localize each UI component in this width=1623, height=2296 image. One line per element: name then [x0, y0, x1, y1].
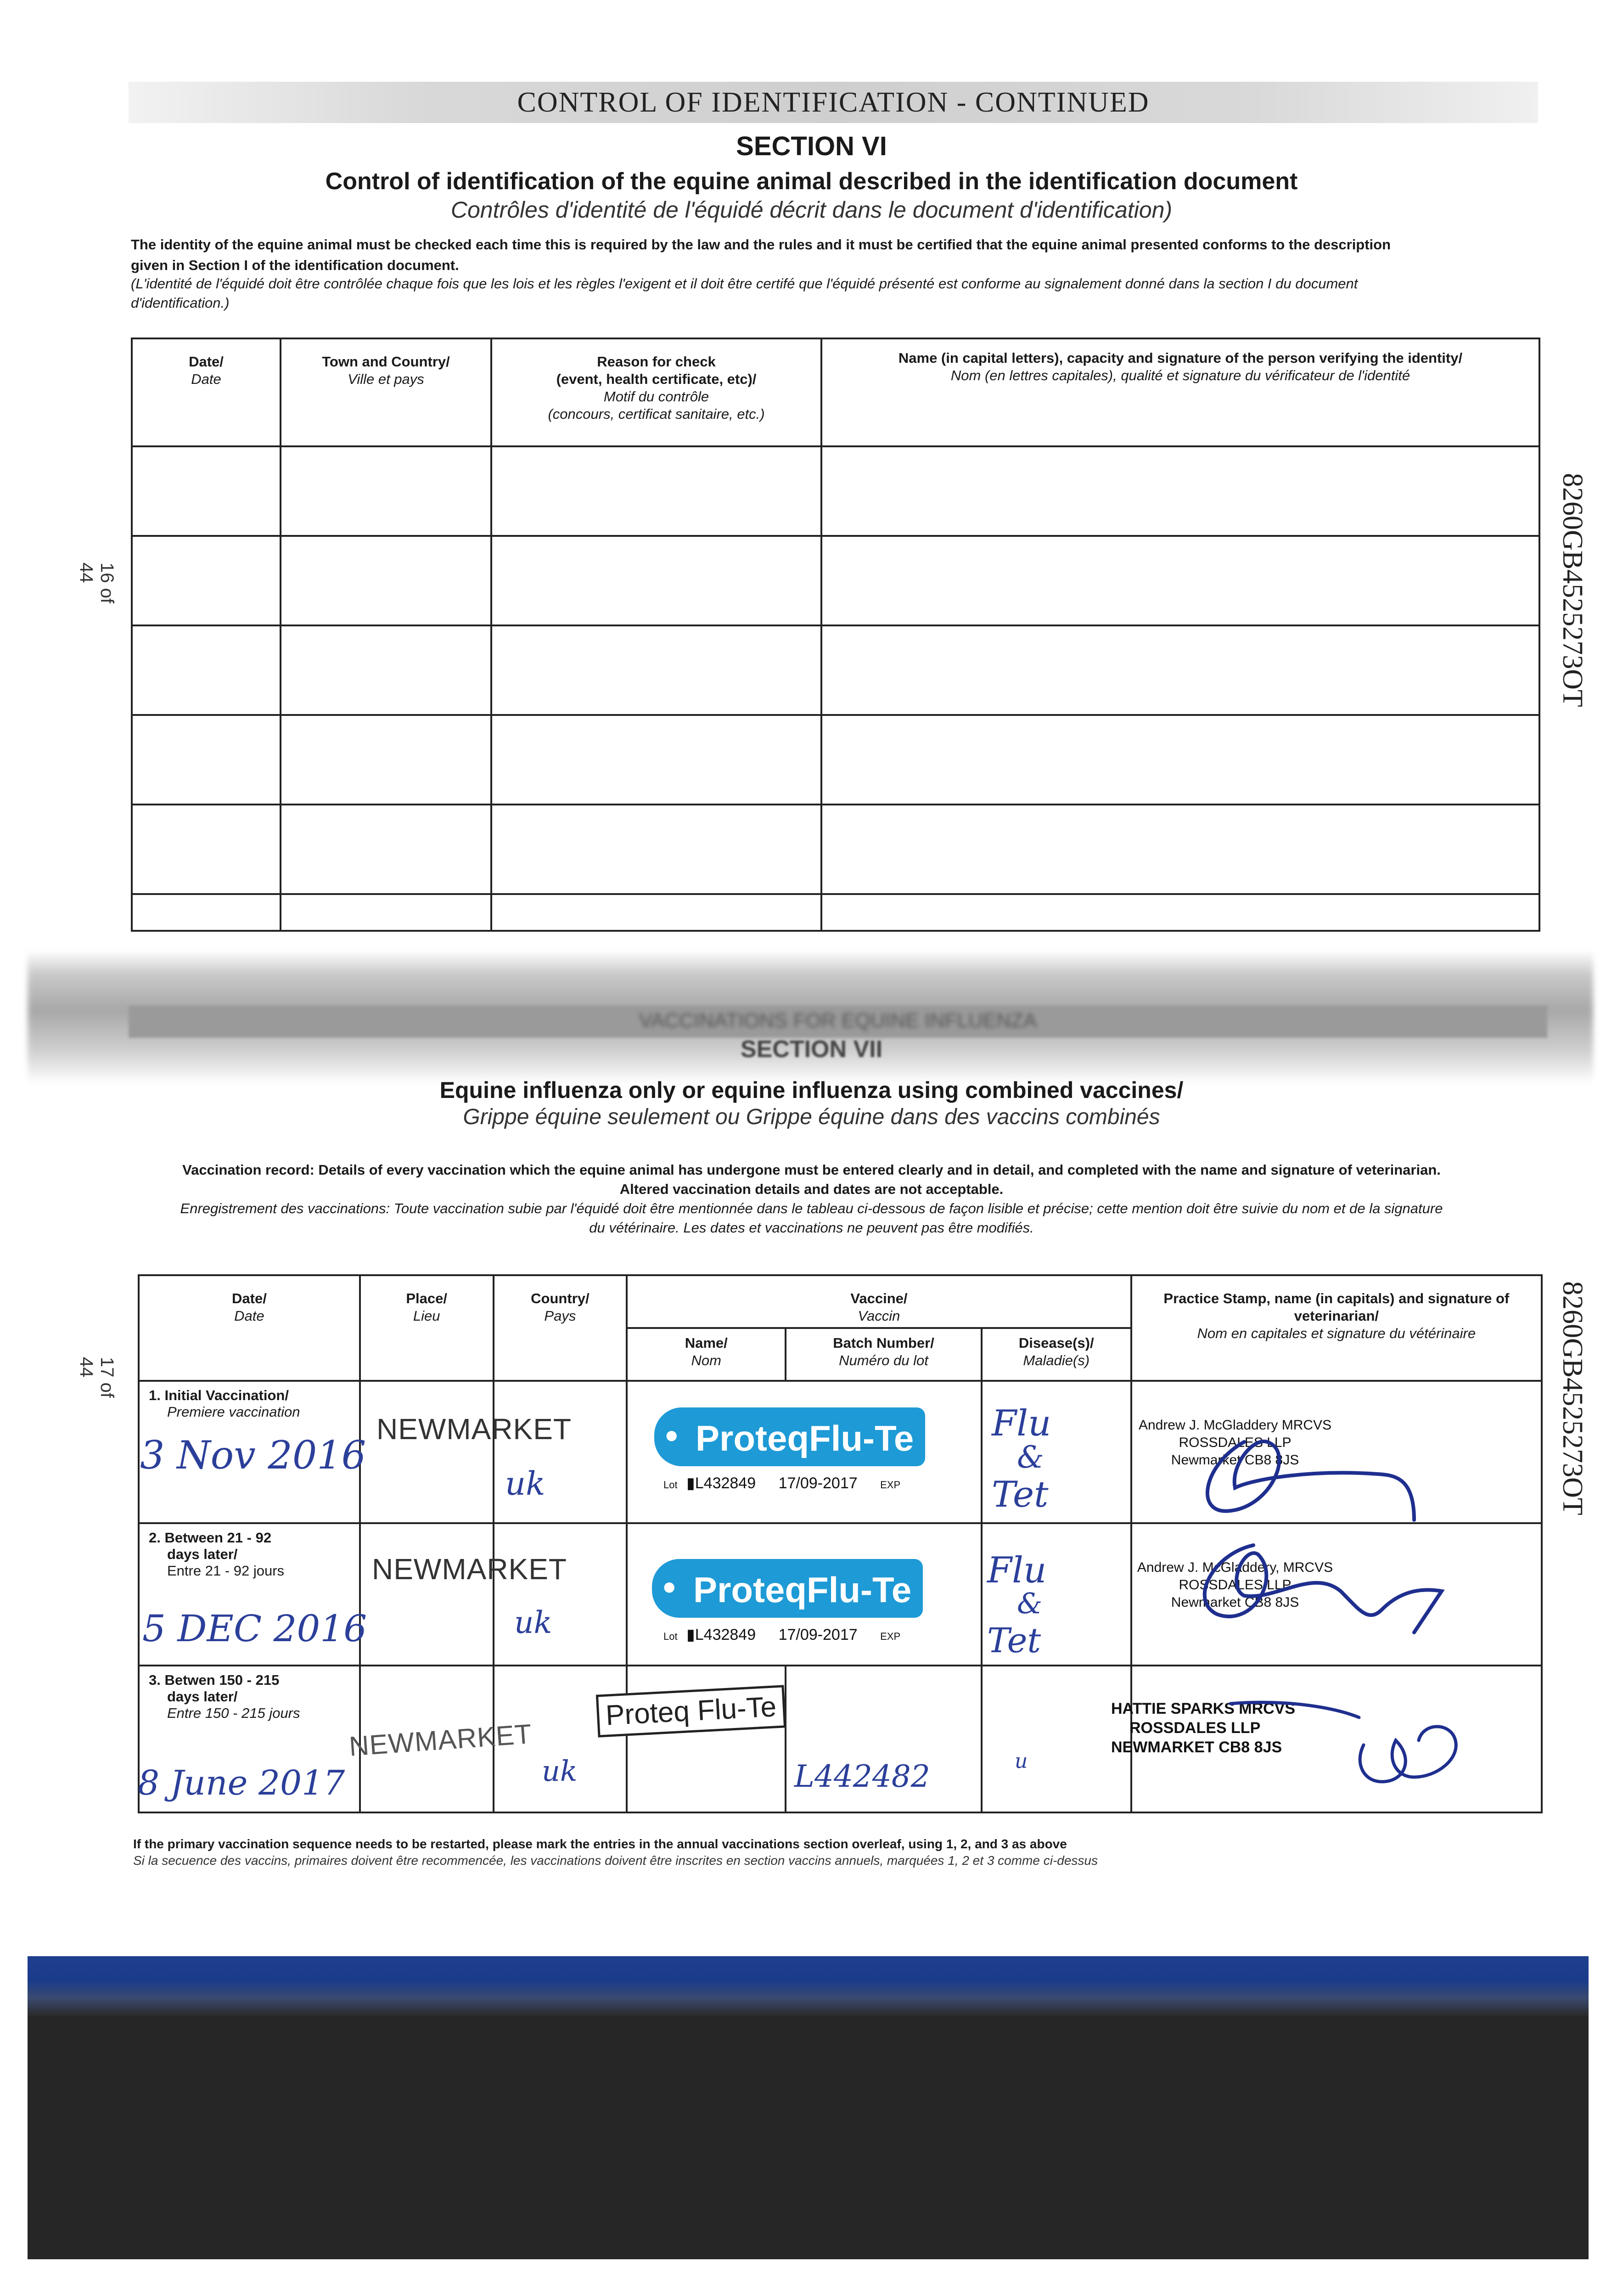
col-date-fr: Date: [191, 371, 221, 387]
section7-heading: SECTION VII: [740, 1036, 883, 1063]
vacc-col-batch-header: [786, 1328, 982, 1381]
row1-vaccine-brand: ProteqFlu-Te: [696, 1418, 914, 1458]
vacc-col-vaccine-fr: Vaccin: [858, 1308, 900, 1324]
vacc-col-name-header: [627, 1328, 786, 1381]
table-cell[interactable]: [281, 715, 491, 805]
row1-disease-1: Flu: [992, 1403, 1051, 1444]
section7-record-en-1: Vaccination record: Details of every vaccination which the equine animal has undergone must be entered clearly and in detail, and completed with the name and signature of veterinarian.: [182, 1162, 1441, 1178]
col-date-en: Date/: [189, 354, 224, 370]
vacc-col-batch-en: Batch Number/: [833, 1335, 934, 1351]
page-number-left-2: 17 of 44: [76, 1357, 117, 1398]
table-cell[interactable]: [491, 894, 821, 931]
row2-vet-line2: ROSSDALES LLP: [1179, 1577, 1292, 1593]
vacc-col-vaccine-header: [627, 1275, 1131, 1328]
table-cell[interactable]: [132, 715, 281, 805]
vacc-col-country-fr: Pays: [544, 1308, 576, 1324]
row3-place-stamp: NEWMARKET: [348, 1718, 533, 1762]
identity-check-header-row: [132, 338, 1539, 446]
table-cell[interactable]: [132, 625, 281, 715]
table-cell[interactable]: [281, 446, 491, 536]
row2-place-stamp: NEWMARKET: [372, 1553, 567, 1586]
table-cell[interactable]: [132, 894, 281, 931]
table-cell[interactable]: [281, 625, 491, 715]
section7-record-en-2: Altered vaccination details and dates are not acceptable.: [619, 1181, 1004, 1197]
vacc-col-country-en: Country/: [531, 1290, 590, 1306]
vacc-col-vaccine-en: Vaccine/: [850, 1290, 908, 1306]
table-cell[interactable]: [491, 715, 821, 805]
section6-title-en: Control of identification of the equine animal described in the identification document: [325, 168, 1298, 195]
vacc-col-practice-header: [1131, 1275, 1542, 1381]
document-id-right-2: 8260GB4525273OT: [1557, 1281, 1588, 1515]
vacc-col-name-fr: Nom: [691, 1352, 721, 1368]
row2-country-cell[interactable]: [494, 1523, 627, 1666]
table-row: [132, 805, 1539, 894]
table-cell[interactable]: [491, 536, 821, 625]
section6-intro-fr-1: (L'identité de l'équidé doit être contrôlée chaque fois que les lois et les règles l'exigent et il doit être certifé que l'équidé présenté est conforme au signalement donné dans la section I du document: [131, 276, 1358, 292]
banner-title: CONTROL OF IDENTIFICATION - CONTINUED: [517, 87, 1150, 118]
row3-date-handwritten: 8 June 2017: [138, 1763, 345, 1803]
col-verifier-en: Name (in capital letters), capacity and signature of the person verifying the identity/: [898, 350, 1463, 366]
table-row: [132, 625, 1539, 715]
vacc-col-disease-fr: Maladie(s): [1023, 1352, 1090, 1368]
row1-vet-line2: ROSSDALES LLP: [1179, 1435, 1292, 1450]
table-cell[interactable]: [491, 446, 821, 536]
vacc-col-disease-header: [982, 1328, 1131, 1381]
vaccine-drop-icon: ●: [662, 1573, 677, 1600]
row1-signature: [1175, 1424, 1432, 1534]
vacc-col-date-en: Date/: [232, 1290, 267, 1306]
table-cell[interactable]: [821, 536, 1539, 625]
row1-exp-label: EXP: [880, 1479, 901, 1491]
table-cell[interactable]: [821, 894, 1539, 931]
row3-disease-cell[interactable]: [982, 1666, 1131, 1812]
row3-batch-handwritten: L442482: [794, 1759, 930, 1794]
table-cell[interactable]: [821, 446, 1539, 536]
vacc-col-practice-en2: veterinarian/: [1294, 1308, 1379, 1324]
row3-disease-handwritten: u: [1015, 1750, 1028, 1773]
row3-signature: [1221, 1690, 1478, 1800]
vaccination-banner-text: VACCINATIONS FOR EQUINE INFLUENZA: [639, 1009, 1037, 1032]
col-reason-en1: Reason for check: [597, 354, 716, 370]
table-cell[interactable]: [281, 894, 491, 931]
row1-disease-2: &: [1017, 1440, 1044, 1475]
page-number-left-1: 16 of 44: [76, 563, 117, 603]
vacc-col-date-fr: Date: [234, 1308, 264, 1324]
row2-vaccine-label: [652, 1559, 923, 1618]
row3-vaccine-stamp: Proteq Flu-Te: [596, 1685, 786, 1737]
section6-intro-fr-2: d'identification.): [131, 295, 230, 311]
row2-lot-number: L432849: [695, 1626, 756, 1643]
vacc-col-date-header: [139, 1275, 360, 1381]
vacc-col-practice-en1: Practice Stamp, name (in capitals) and signature of: [1163, 1290, 1510, 1306]
scan-edge-blue-band: [28, 1956, 1589, 2016]
document-id-right-1: 8260GB4525273OT: [1557, 473, 1588, 707]
row1-vaccine-label: [654, 1407, 925, 1466]
table-cell[interactable]: [132, 805, 281, 894]
col-reason-en2: (event, health certificate, etc)/: [556, 371, 757, 387]
section7-title-en: Equine influenza only or equine influenza using combined vaccines/: [439, 1077, 1184, 1103]
section7-record-fr-2: du vétérinaire. Les dates et vaccinations ne peuvent pas être modifiés.: [589, 1220, 1034, 1236]
row1-date-handwritten: 3 Nov 2016: [140, 1433, 366, 1478]
table-row: [132, 715, 1539, 805]
row3-vet-line3: NEWMARKET CB8 8JS: [1111, 1739, 1282, 1756]
row1-lot-prefix: Lot: [663, 1479, 678, 1491]
table-cell[interactable]: [821, 625, 1539, 715]
row1-place-stamp: NEWMARKET: [376, 1412, 572, 1446]
col-reason-fr1: Motif du contrôle: [603, 388, 709, 405]
scan-edge-dark-band: [28, 2016, 1589, 2259]
row1-place-cell[interactable]: [360, 1381, 494, 1523]
row1-label-fr: Premiere vaccination: [167, 1404, 300, 1420]
row2-label-en: 2. Between 21 - 92: [149, 1530, 272, 1546]
table-cell[interactable]: [491, 805, 821, 894]
row1-disease-3: Tet: [992, 1474, 1049, 1515]
vacc-col-practice-fr: Nom en capitales et signature du vétérinaire: [1197, 1325, 1476, 1341]
section6-heading: SECTION VI: [736, 131, 887, 161]
row1-lot-number: L432849: [695, 1474, 756, 1492]
section6-intro-en-2: given in Section I of the identification document.: [131, 257, 459, 273]
vacc-col-place-fr: Lieu: [413, 1308, 440, 1324]
row1-country-handwritten: uk: [505, 1465, 545, 1503]
col-town-header: [281, 338, 491, 446]
row2-lot-date: 17/09-2017: [778, 1626, 858, 1643]
table-cell[interactable]: [281, 805, 491, 894]
footnote-fr: Si la secuence des vaccins, primaires doivent être recommencée, les vaccinations doivent être inscrites en section vaccins annuels, marquées 1, 2 et 3 comme ci-dessus: [133, 1853, 1098, 1868]
table-cell[interactable]: [132, 446, 281, 536]
row3-label-fr: Entre 150 - 215 jours: [167, 1705, 300, 1721]
vacc-col-place-header: [360, 1275, 494, 1381]
vacc-col-place-en: Place/: [406, 1290, 447, 1306]
row2-disease-3: Tet: [987, 1621, 1041, 1660]
vacc-col-disease-en: Disease(s)/: [1018, 1335, 1094, 1351]
row2-lot-line: Lot ▮L432849 17/09-2017 EXP: [663, 1626, 901, 1643]
row2-place-cell[interactable]: [360, 1523, 494, 1666]
col-town-en: Town and Country/: [322, 354, 450, 370]
vaccination-banner: [129, 1006, 1547, 1038]
row1-lot-line: Lot ▮L432849 17/09-2017 EXP: [663, 1474, 901, 1492]
row3-country-handwritten: uk: [542, 1754, 578, 1788]
table-cell[interactable]: [821, 805, 1539, 894]
row2-vaccine-brand: ProteqFlu-Te: [693, 1570, 912, 1610]
identity-check-table: [131, 338, 1540, 932]
row2-country-handwritten: uk: [514, 1605, 552, 1640]
row1-lot-date: 17/09-2017: [778, 1474, 858, 1492]
table-row: [132, 446, 1539, 536]
col-date-header: [132, 338, 281, 446]
col-verifier-header: [821, 338, 1539, 446]
row2-lot-prefix: Lot: [663, 1631, 678, 1642]
footnote-en: If the primary vaccination sequence needs to be restarted, please mark the entries in the annual vaccinations section overleaf, using 1, 2, and 3 as above: [133, 1837, 1067, 1851]
vacc-col-batch-fr: Numéro du lot: [839, 1352, 928, 1368]
row1-vet-line3: Newmarket CB8 8JS: [1171, 1452, 1299, 1468]
col-verifier-fr: Nom (en lettres capitales), qualité et signature du vérificateur de l'identité: [950, 367, 1410, 383]
row1-vet-line1: Andrew J. McGladdery MRCVS: [1138, 1418, 1332, 1433]
section7-record-fr-1: Enregistrement des vaccinations: Toute vaccination subie par l'équidé doit être mentionnée dans le tableau ci-dessous de façon lisible et précise; cette mention doit être suivie du nom et de la signature: [180, 1200, 1443, 1216]
row1-label-en: 1. Initial Vaccination/: [149, 1387, 289, 1403]
row2-disease-1: Flu: [987, 1550, 1047, 1591]
section6-title-fr: Contrôles d'identité de l'équidé décrit dans le document d'identification): [450, 197, 1173, 223]
table-row: [132, 536, 1539, 625]
table-row: [132, 894, 1539, 931]
row3-vet-line2: ROSSDALES LLP: [1129, 1719, 1261, 1737]
section-banner: [129, 82, 1538, 123]
row3-vet-line1: HATTIE SPARKS MRCVS: [1111, 1700, 1296, 1717]
row3-label-en: 3. Betwen 150 - 215: [149, 1672, 280, 1688]
row2-disease-2: &: [1017, 1587, 1043, 1620]
row3-label-en2: days later/: [167, 1688, 238, 1705]
vacc-col-country-header: [494, 1275, 627, 1381]
row2-label-fr: Entre 21 - 92 jours: [167, 1563, 285, 1579]
col-town-fr: Ville et pays: [348, 371, 424, 387]
table-cell[interactable]: [132, 536, 281, 625]
row2-exp-label: EXP: [880, 1631, 901, 1642]
section6-intro-en-1: The identity of the equine animal must be checked each time this is required by the law and the rules and it must be certified that the equine animal presented conforms to the description: [131, 236, 1391, 253]
row2-vet-line1: Andrew J. McGladdery, MRCVS: [1137, 1560, 1333, 1575]
row2-label-en2: days later/: [167, 1546, 238, 1562]
vaccine-drop-icon: ●: [664, 1422, 679, 1448]
row2-vet-line3: Newmarket CB8 8JS: [1171, 1595, 1299, 1610]
row2-date-handwritten: 5 DEC 2016: [142, 1607, 367, 1650]
table-cell[interactable]: [491, 625, 821, 715]
row2-signature: [1175, 1531, 1451, 1651]
vaccination-header-row-1: [139, 1275, 1542, 1328]
table-cell[interactable]: [281, 536, 491, 625]
section7-title-fr: Grippe équine seulement ou Grippe équine dans des vaccins combinés: [463, 1105, 1160, 1129]
col-reason-header: [491, 338, 821, 446]
vacc-col-name-en: Name/: [685, 1335, 728, 1351]
col-reason-fr2: (concours, certificat sanitaire, etc.): [548, 406, 765, 422]
table-cell[interactable]: [821, 715, 1539, 805]
